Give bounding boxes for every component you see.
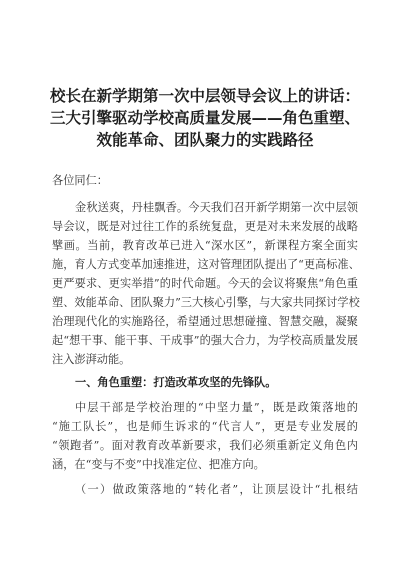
paragraph-1-line-1: 金秋送爽，丹桂飘香。今天我们召开新学期第一次中层领 [75,201,358,214]
subsection-1-heading: （一）做政策落地的“转化者”，让顶层设计“扎根结 [75,483,358,496]
paragraph-1-line-6: 塑、效能革命、团队聚力”三大核心引擎，与大家共同探讨学校 [52,296,360,309]
section-1-heading: 一、角色重塑：打造改革攻坚的先锋队。 [75,376,277,389]
document-title-line-2: 三大引擎驱动学校高质量发展——角色重塑、 [49,109,360,127]
paragraph-2-line-3: “领跑者”。面对教育改革新要求，我们必须重新定义角色内 [52,439,358,452]
paragraph-2-line-4: 涵，在“变与不变”中找准定位、把准方向。 [52,458,265,471]
document-title-line-1: 校长在新学期第一次中层领导会议上的讲话： [49,87,360,105]
paragraph-1-line-9: 注入澎湃动能。 [52,353,131,366]
document-title-line-3: 效能革命、团队聚力的实践路径 [96,131,314,149]
paragraph-1-line-7: 治理现代化的实施路径，希望通过思想碰撞、智慧交融，凝聚 [52,315,358,328]
paragraph-2-line-2: “施工队长”，也是师生诉求的“代言人”，更是专业发展的 [52,420,358,433]
paragraph-1-line-5: 更严要求、更实举措”的时代命题。今天的会议将聚焦“角色重 [52,277,358,290]
paragraph-1-line-2: 导会议，既是对过往工作的系统复盘，更是对未来发展的战略 [52,220,358,233]
paragraph-1-line-4: 施，育人方式变革加速推进，这对管理团队提出了“更高标准、 [52,258,360,271]
paragraph-1-line-3: 擘画。当前，教育改革已进入“深水区”，新课程方案全面实 [52,239,358,252]
paragraph-1-line-8: 起“想干事、能干事、干成事”的强大合力，为学校高质量发展 [52,334,358,347]
salutation: 各位同仁： [52,174,108,187]
paragraph-2-line-1: 中层干部是学校治理的“中坚力量”，既是政策落地的 [75,401,358,414]
